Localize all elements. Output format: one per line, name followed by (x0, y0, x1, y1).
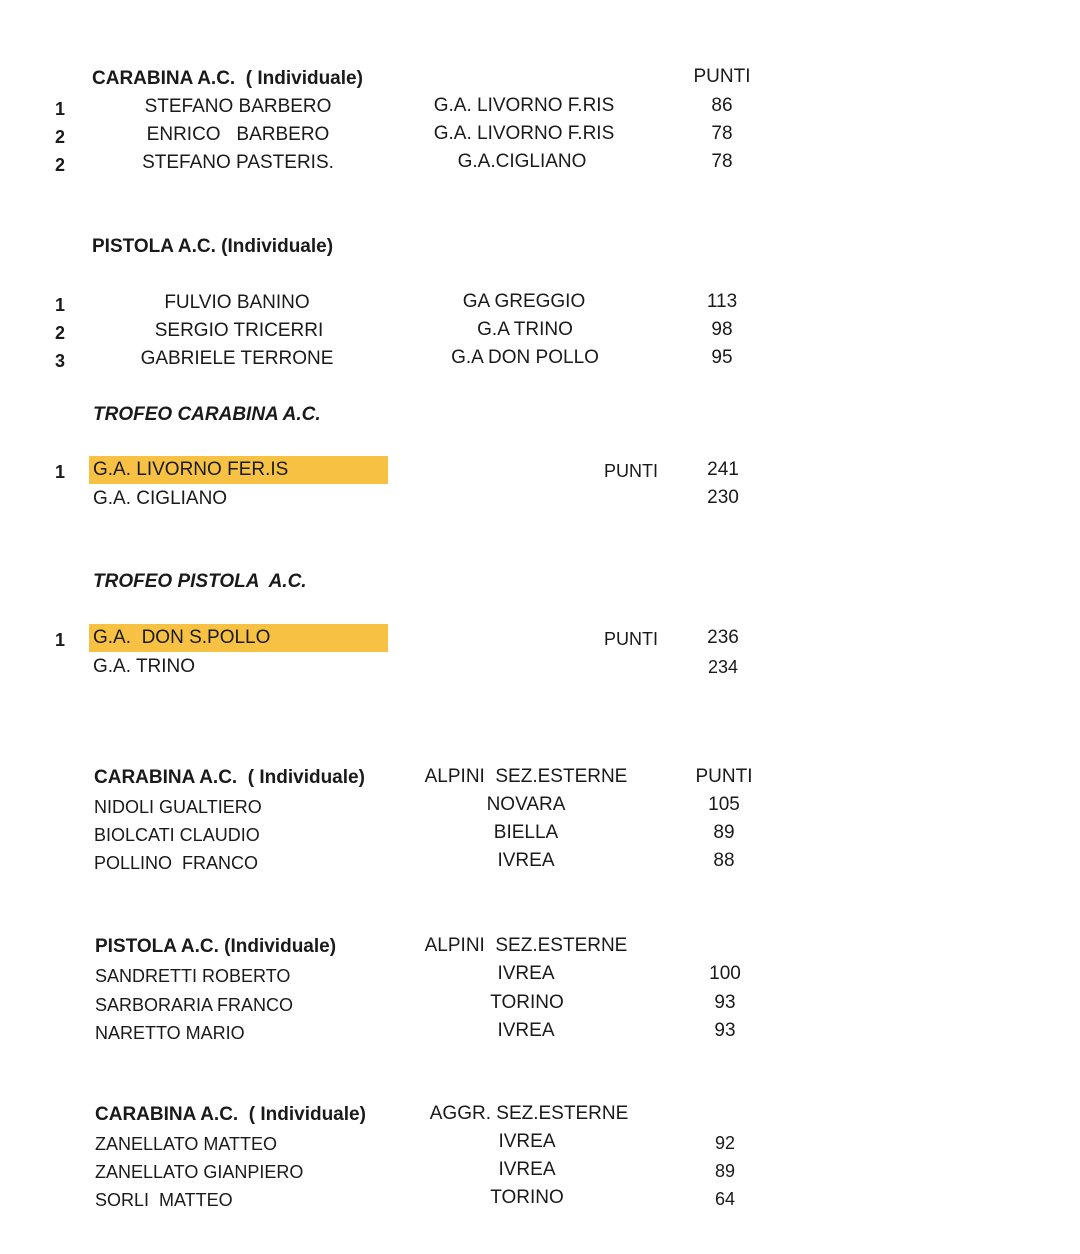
section7-name: SORLI MATTEO (95, 1190, 233, 1210)
section1-rank: 2 (55, 155, 66, 175)
section7-place: IVREA (498, 1131, 556, 1152)
section5-points: 89 (713, 822, 735, 843)
section7-points: 92 (714, 1133, 736, 1153)
section3-rank: 1 (55, 462, 66, 482)
section6-name: SARBORARIA FRANCO (95, 995, 294, 1015)
section6-place: TORINO (490, 992, 564, 1013)
section7-name: ZANELLATO MATTEO (95, 1134, 278, 1154)
section1-team: G.A. LIVORNO F.RIS (433, 123, 615, 144)
section7-place: IVREA (498, 1159, 556, 1180)
section4-winner-points: 236 (707, 627, 739, 648)
section4-second-points: 234 (707, 657, 739, 677)
section2-name: FULVIO BANINO (164, 292, 310, 313)
section6-points: 100 (709, 963, 741, 984)
section1-rank: 1 (55, 99, 66, 119)
section5-name: NIDOLI GUALTIERO (94, 797, 262, 817)
section5-points: 105 (708, 794, 740, 815)
section2-points: 113 (706, 291, 738, 312)
section2-team: G.A TRINO (477, 319, 573, 340)
section2-title: PISTOLA A.C. (Individuale) (92, 236, 334, 257)
section5-name: POLLINO FRANCO (94, 853, 259, 873)
section4-points-label: PUNTI (604, 629, 658, 649)
section1-points-label: PUNTI (693, 66, 751, 87)
section2-rank: 1 (55, 295, 66, 315)
section7-title: CARABINA A.C. ( Individuale) (95, 1104, 366, 1125)
section4-title: TROFEO PISTOLA A.C. (93, 571, 307, 592)
section4-rank: 1 (55, 630, 66, 650)
section2-team: G.A DON POLLO (451, 347, 599, 368)
section6-points: 93 (714, 992, 736, 1013)
section2-rank: 3 (55, 351, 66, 371)
section6-name: NARETTO MARIO (95, 1023, 245, 1043)
section3-winner-team: G.A. LIVORNO FER.IS (93, 459, 289, 480)
section2-name: GABRIELE TERRONE (140, 348, 334, 369)
section1-name: STEFANO PASTERIS. (142, 152, 334, 173)
section2-team: GA GREGGIO (462, 291, 586, 312)
section2-points: 98 (711, 319, 733, 340)
section4-winner-team: G.A. DON S.POLLO (93, 627, 271, 648)
section5-place: BIELLA (493, 822, 559, 843)
section7-group: AGGR. SEZ.ESTERNE (429, 1103, 629, 1124)
section1-rank: 2 (55, 127, 66, 147)
section5-place: IVREA (497, 850, 555, 871)
section7-points: 89 (714, 1161, 736, 1181)
section6-place: IVREA (497, 963, 555, 984)
section1-points: 78 (711, 151, 733, 172)
section6-title: PISTOLA A.C. (Individuale) (95, 936, 337, 957)
section1-title: CARABINA A.C. ( Individuale) (92, 68, 363, 89)
section6-place: IVREA (497, 1020, 555, 1041)
section5-place: NOVARA (486, 794, 566, 815)
section4-second-team: G.A. TRINO (93, 656, 196, 677)
section1-points: 78 (711, 123, 733, 144)
section5-title: CARABINA A.C. ( Individuale) (94, 767, 365, 788)
section3-second-team: G.A. CIGLIANO (93, 488, 228, 509)
section7-points: 64 (714, 1189, 736, 1209)
section2-points: 95 (711, 347, 733, 368)
section2-name: SERGIO TRICERRI (154, 320, 324, 341)
section3-winner-points: 241 (707, 459, 739, 480)
section1-team: G.A.CIGLIANO (457, 151, 587, 172)
section3-points-label: PUNTI (604, 461, 658, 481)
section1-name: STEFANO BARBERO (144, 96, 332, 117)
section3-second-points: 230 (707, 487, 739, 508)
section3-title: TROFEO CARABINA A.C. (93, 404, 321, 425)
section7-name: ZANELLATO GIANPIERO (95, 1162, 304, 1182)
section2-rank: 2 (55, 323, 66, 343)
section6-points: 93 (714, 1020, 736, 1041)
section6-name: SANDRETTI ROBERTO (95, 966, 291, 986)
section1-points: 86 (711, 95, 733, 116)
section5-points-label: PUNTI (695, 766, 753, 787)
section5-group: ALPINI SEZ.ESTERNE (424, 766, 628, 787)
section1-name: ENRICO BARBERO (146, 124, 330, 145)
section5-name: BIOLCATI CLAUDIO (94, 825, 260, 845)
section1-team: G.A. LIVORNO F.RIS (433, 95, 615, 116)
section7-place: TORINO (490, 1187, 564, 1208)
section5-points: 88 (713, 850, 735, 871)
section6-group: ALPINI SEZ.ESTERNE (424, 935, 628, 956)
